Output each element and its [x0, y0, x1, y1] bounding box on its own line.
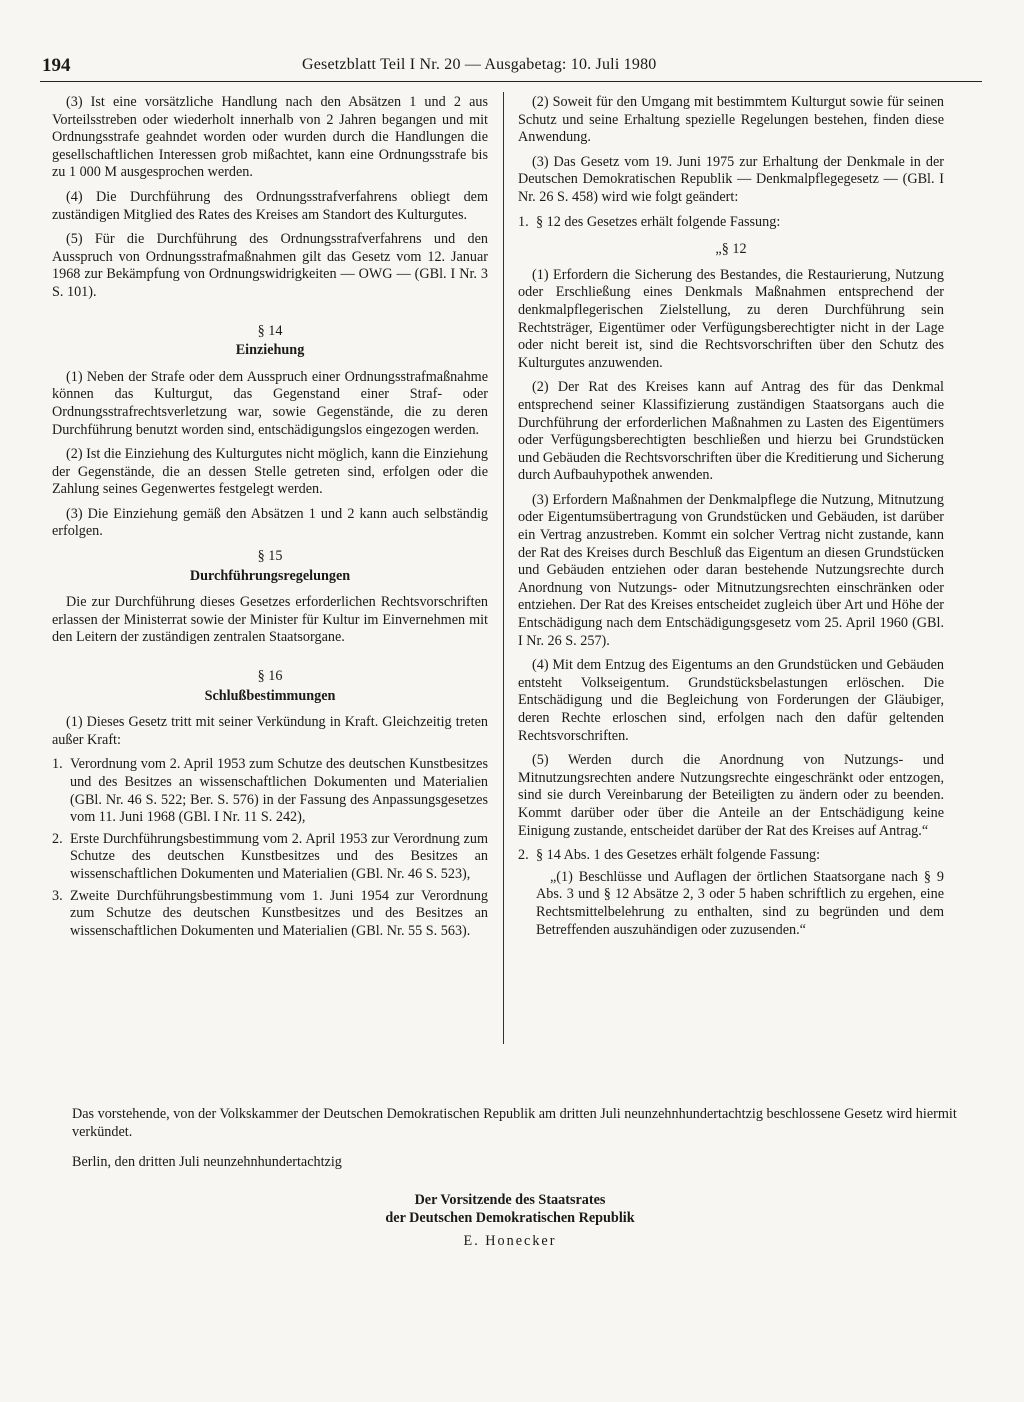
quoted-12-2: (2) Der Rat des Kreises kann auf Antrag des für das Denkmal entsprechend seiner Klassifizierung zuständigen Staatsorgans auch die Durchführung der erforderlichen Maßnahmen zu Lasten des Eigentümers oder Verfügungsberechtigten beschließen und hierzu bei Grundstücken und Gebäuden die Rechtsvorschriften über die Kreditierung und Sicherung durch Aufbauhypothek anwenden.: [518, 379, 944, 484]
list-item: [52, 756, 488, 826]
section-14-number: § 14: [257, 322, 283, 339]
paragraph-13-3: (3) Ist eine vorsätzliche Handlung nach den Absätzen 1 und 2 aus Vorteilsstreben oder wiederholt innerhalb von 2 Jahren begangen und mit Ordnungsstrafe geahndet worden oder wurden durch die Handlungen die gesellschaftlichen Interessen grob mißachtet, kann eine Ordnungsstrafe bis zu 1 000 M ausgesprochen werden.: [52, 94, 488, 181]
right-column: [518, 94, 944, 946]
paragraph-14-3: (3) Die Einziehung gemäß den Absätzen 1 und 2 kann auch selbständig erfolgen.: [52, 505, 488, 540]
signatory-title-line-2: der Deutschen Demokratischen Republik: [385, 1209, 635, 1226]
paragraph-14-2: (2) Ist die Einziehung des Kulturgutes nicht möglich, kann die Einziehung der Gegenstände, die an dessen Stelle getreten sind, erfolgen oder die Zahlung seines Gegenwertes festgelegt werden.: [52, 446, 488, 498]
repealed-list: [52, 756, 488, 940]
section-15-number: § 15: [257, 548, 283, 565]
promulgation-text: [72, 1106, 972, 1141]
amendment-item-number: 2.: [518, 847, 529, 864]
list-item: [52, 831, 488, 884]
amendment-item-1: [518, 214, 944, 232]
paragraph-16-2: (2) Soweit für den Umgang mit bestimmtem Kulturgut sowie für seinen Schutz und seine Erhaltung spezielle Regelungen bestehen, finden diese Anwendung.: [518, 94, 944, 146]
quoted-12-1: (1) Erfordern die Sicherung des Bestandes, die Restaurierung, Nutzung oder Erschließung eines Denkmals Maßnahmen entsprechend der denkmalpflegerischen Zielstellung, zu deren Durchführung sein Rechtsträger, Eigentümer oder Verfügungsberechtigter nicht in der Lage oder nicht bereit ist, sind die Rechtsvorschriften über den Schutz des Kulturgutes anzuwenden.: [518, 266, 944, 371]
paragraph-15: Die zur Durchführung dieses Gesetzes erforderlichen Rechtsvorschriften erlassen der Ministerrat sowie der Minister für Kultur im Einvernehmen mit den Leitern der zuständigen zentralen Staatsorgane.: [52, 594, 488, 646]
signatory-title-line-1: Der Vorsitzende des Staatsrates: [414, 1192, 606, 1208]
section-16-number: § 16: [257, 668, 283, 685]
list-item-number: 1.: [52, 756, 63, 773]
column-divider: [503, 92, 504, 1044]
paragraph-14-1: (1) Neben der Strafe oder dem Ausspruch einer Ordnungsstrafmaßnahme können das Kulturgut, das Gegenstand einer Straf- oder Ordnungsstrafrechtsverletzung war, sowie Gegenstände, die zu deren Durchführung benutzt worden sind, entschädigungslos eingezogen werden.: [52, 368, 488, 438]
list-item-text: Zweite Durchführungsbestimmung vom 1. Juni 1954 zur Verordnung zum Schutze des deutschen Kunstbesitzes und des Besitzes an wissenschaftlichen Dokumenten und Materialien (GBl. Nr. 55 S. 563).: [70, 887, 488, 939]
paragraph-16-1: (1) Dieses Gesetz tritt mit seiner Verkündung in Kraft. Gleichzeitig treten außer Kraft:: [52, 714, 488, 748]
amendment-item-number: 1.: [518, 213, 529, 230]
paragraph-13-4: (4) Die Durchführung des Ordnungsstrafverfahrens obliegt dem zuständigen Mitglied des Rates des Kreises am Standort des Kulturgutes.: [52, 188, 488, 223]
list-item-number: 2.: [52, 830, 63, 847]
list-item-number: 3.: [52, 887, 63, 904]
page-number: 194: [42, 55, 71, 76]
paragraph-16-3: (3) Das Gesetz vom 19. Juni 1975 zur Erhaltung der Denkmale in der Deutschen Demokratischen Republik — Denkmalpflegegesetz — (GBl. I Nr. 26 S. 458) wird wie folgt geändert:: [518, 153, 944, 205]
section-14-title: Einziehung: [235, 342, 305, 359]
list-item: [52, 888, 488, 941]
amendment-item-text: § 14 Abs. 1 des Gesetzes erhält folgende Fassung:: [536, 847, 821, 864]
paragraph-13-5: (5) Für die Durchführung des Ordnungsstrafverfahrens und den Ausspruch von Ordnungsstrafmaßnahmen gilt das Gesetz vom 12. Januar 1968 zur Bekämpfung von Ordnungswidrigkeiten — OWG — (GBl. I Nr. 3 S. 101).: [52, 231, 488, 300]
left-column: [52, 94, 488, 946]
quoted-12-3: (3) Erfordern Maßnahmen der Denkmalpflege die Nutzung, Mitnutzung oder Eigentumsübertragung von Grundstücken und Gebäuden, ist darüber ein Vertrag anzustreben. Kommt ein solcher Vertrag nicht zustande, kann der Rat des Kreises durch Beschluß das Eigentum an diesen Grundstücken und Gebäuden entziehen oder daran bestehende Nutzungsrechte durch Anordnung von Nutzungs- oder Mitnutzungsrechten einschränken oder entziehen. Der Rat des Kreises entscheidet zugleich über Art und Höhe der Entschädigung nach dem Entschädigungsgesetz vom 25. April 1960 (GBl. I Nr. 26 S. 257).: [518, 491, 944, 649]
quoted-12-5: (5) Werden durch die Anordnung von Nutzungs- und Mitnutzungsrechten andere Nutzungsrechte eingeschränkt oder entzogen, sind sie durch Vereinbarung der Beteiligten zu ändern oder zu beenden. Kommt darüber oder über die Anteile an der Entschädigung keine Einigung zustande, entscheidet darüber der Rat des Kreises auf Antrag.“: [518, 752, 944, 839]
quoted-14-1: „(1) Beschlüsse und Auflagen der örtlichen Staatsorgane nach § 9 Abs. 3 und § 12 Absätze 2, 3 oder 5 haben schriftlich zu ergehen, eine Rechtsmittelbelehrung zu enthalten, sind zu begründen und dem Betreffenden auszuhändigen oder zuzusenden.“: [536, 868, 944, 938]
quoted-12-4: (4) Mit dem Entzug des Eigentums an den Grundstücken und Gebäuden entsteht Volkseigentum. Grundstücksbelastungen erlöschen. Die Entschädigung und die Begleichung von Forderungen der Gläubiger, deren Rechte erloschen sind, erfolgen nach den dafür geltenden Rechtsvorschriften.: [518, 657, 944, 744]
place-date-line: [72, 1154, 972, 1172]
list-item-text: Erste Durchführungsbestimmung vom 2. April 1953 zur Verordnung zum Schutze des deutschen Kunstbesitzes und des Besitzes an wissenschaftlichen Dokumenten und Materialien (GBl. Nr. 46 S. 523),: [70, 830, 488, 882]
list-item-text: Verordnung vom 2. April 1953 zum Schutze des deutschen Kunstbesitzes und des Besitzes an wissenschaftlichen Dokumenten und Materialien (GBl. Nr. 46 S. 522; Ber. S. 576) in der Fassung des Anpassungsgesetzes vom 11. Juni 1968 (GBl. I Nr. 11 S. 242),: [70, 756, 488, 826]
promulgation-sentence: Das vorstehende, von der Volkskammer der Deutschen Demokratischen Republik am dritten Juli neunzehnhundertachtzig beschlossene Gesetz wird hiermit verkündet.: [72, 1106, 957, 1140]
place-date: Berlin, den dritten Juli neunzehnhundertachtzig: [72, 1154, 342, 1170]
amendment-item-2: [518, 847, 944, 865]
page-header: [40, 55, 982, 82]
signature-block: [300, 1192, 720, 1251]
section-16-title: Schlußbestimmungen: [204, 687, 336, 704]
section-15-title: Durchführungsregelungen: [189, 567, 351, 584]
quoted-section-12-number: „§ 12: [715, 241, 747, 258]
running-title: Gesetzblatt Teil I Nr. 20 — Ausgabetag: 10. Juli 1980: [302, 56, 657, 73]
amendment-item-text: § 12 des Gesetzes erhält folgende Fassung:: [536, 213, 781, 230]
signatory-name: E. Honecker: [463, 1233, 557, 1250]
